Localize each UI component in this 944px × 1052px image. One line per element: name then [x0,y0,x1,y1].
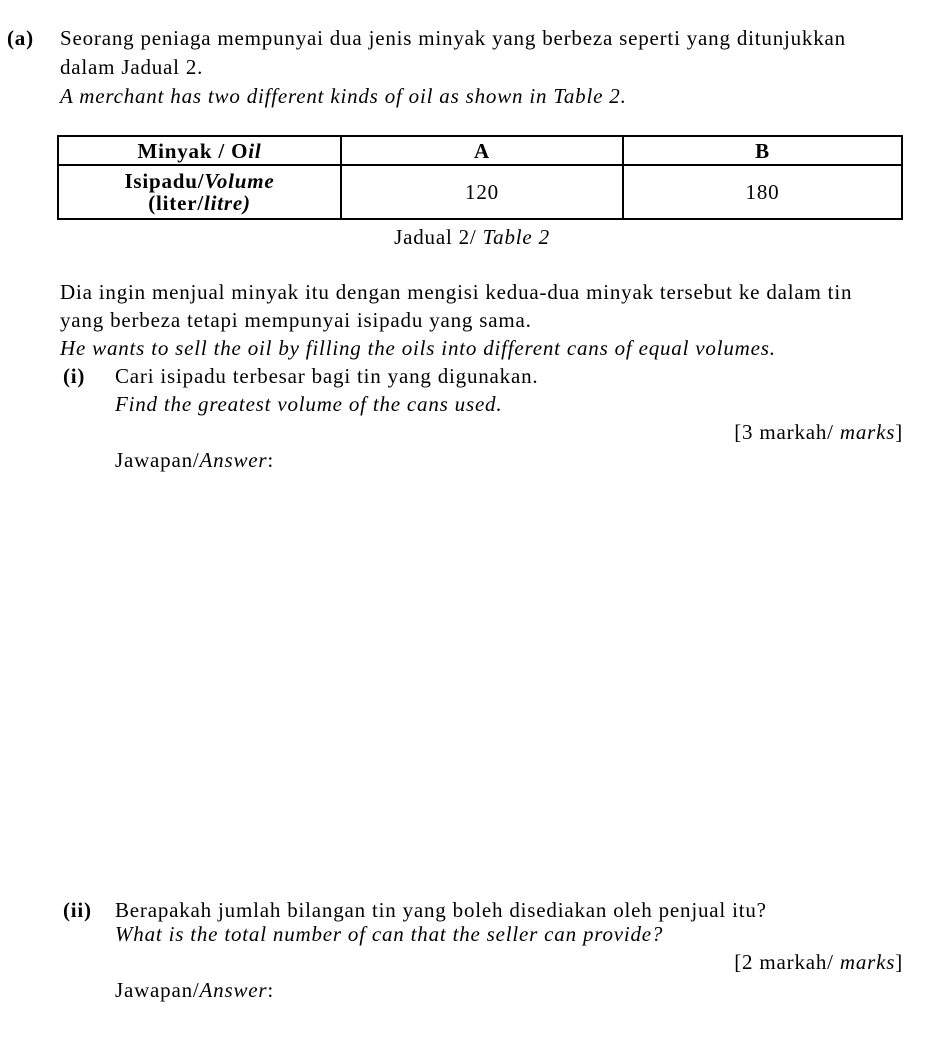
part-ii-answer-label: Jawapan/Answer: [115,978,274,1002]
table-header-row [58,136,902,165]
part-i-marks: [3 markah/ marks] [734,420,903,444]
part-ii-ms: Berapakah jumlah bilangan tin yang boleh disediakan oleh penjual itu? [115,898,767,922]
table-caption: Jadual 2/ Table 2 [394,225,550,249]
question-text-en: A merchant has two different kinds of oil as shown in Table 2. [60,84,627,108]
volume-b: 180 [623,165,902,219]
header-a: A [341,136,623,165]
part-i-ms: Cari isipadu terbesar bagi tin yang digunakan. [115,364,539,388]
part-i-label: (i) [63,364,86,388]
question-text-ms-2: dalam Jadual 2. [60,55,204,79]
part-i-en: Find the greatest volume of the cans used. [115,392,503,416]
part-i-answer-label: Jawapan/Answer: [115,448,274,472]
question-text-ms: Seorang peniaga mempunyai dua jenis minyak yang berbeza seperti yang ditunjukkan [60,26,846,50]
intro-ms-1: Dia ingin menjual minyak itu dengan mengisi kedua-dua minyak tersebut ke dalam tin [60,280,853,304]
part-ii-en: What is the total number of can that the seller can provide? [115,922,664,946]
volume-a: 120 [341,165,623,219]
oil-volume-table [57,135,903,220]
part-i-answer-space[interactable] [115,476,895,886]
header-b: B [623,136,902,165]
part-ii-label: (ii) [63,898,92,922]
part-ii-marks: [2 markah/ marks] [734,950,903,974]
header-oil: Minyak / Oil [58,136,341,165]
table-row [58,165,902,219]
row-label-volume: Isipadu/Volume (liter/litre) [58,165,341,219]
question-label: (a) [7,26,34,50]
intro-en: He wants to sell the oil by filling the oils into different cans of equal volumes. [60,336,776,360]
intro-ms-2: yang berbeza tetapi mempunyai isipadu yang sama. [60,308,532,332]
